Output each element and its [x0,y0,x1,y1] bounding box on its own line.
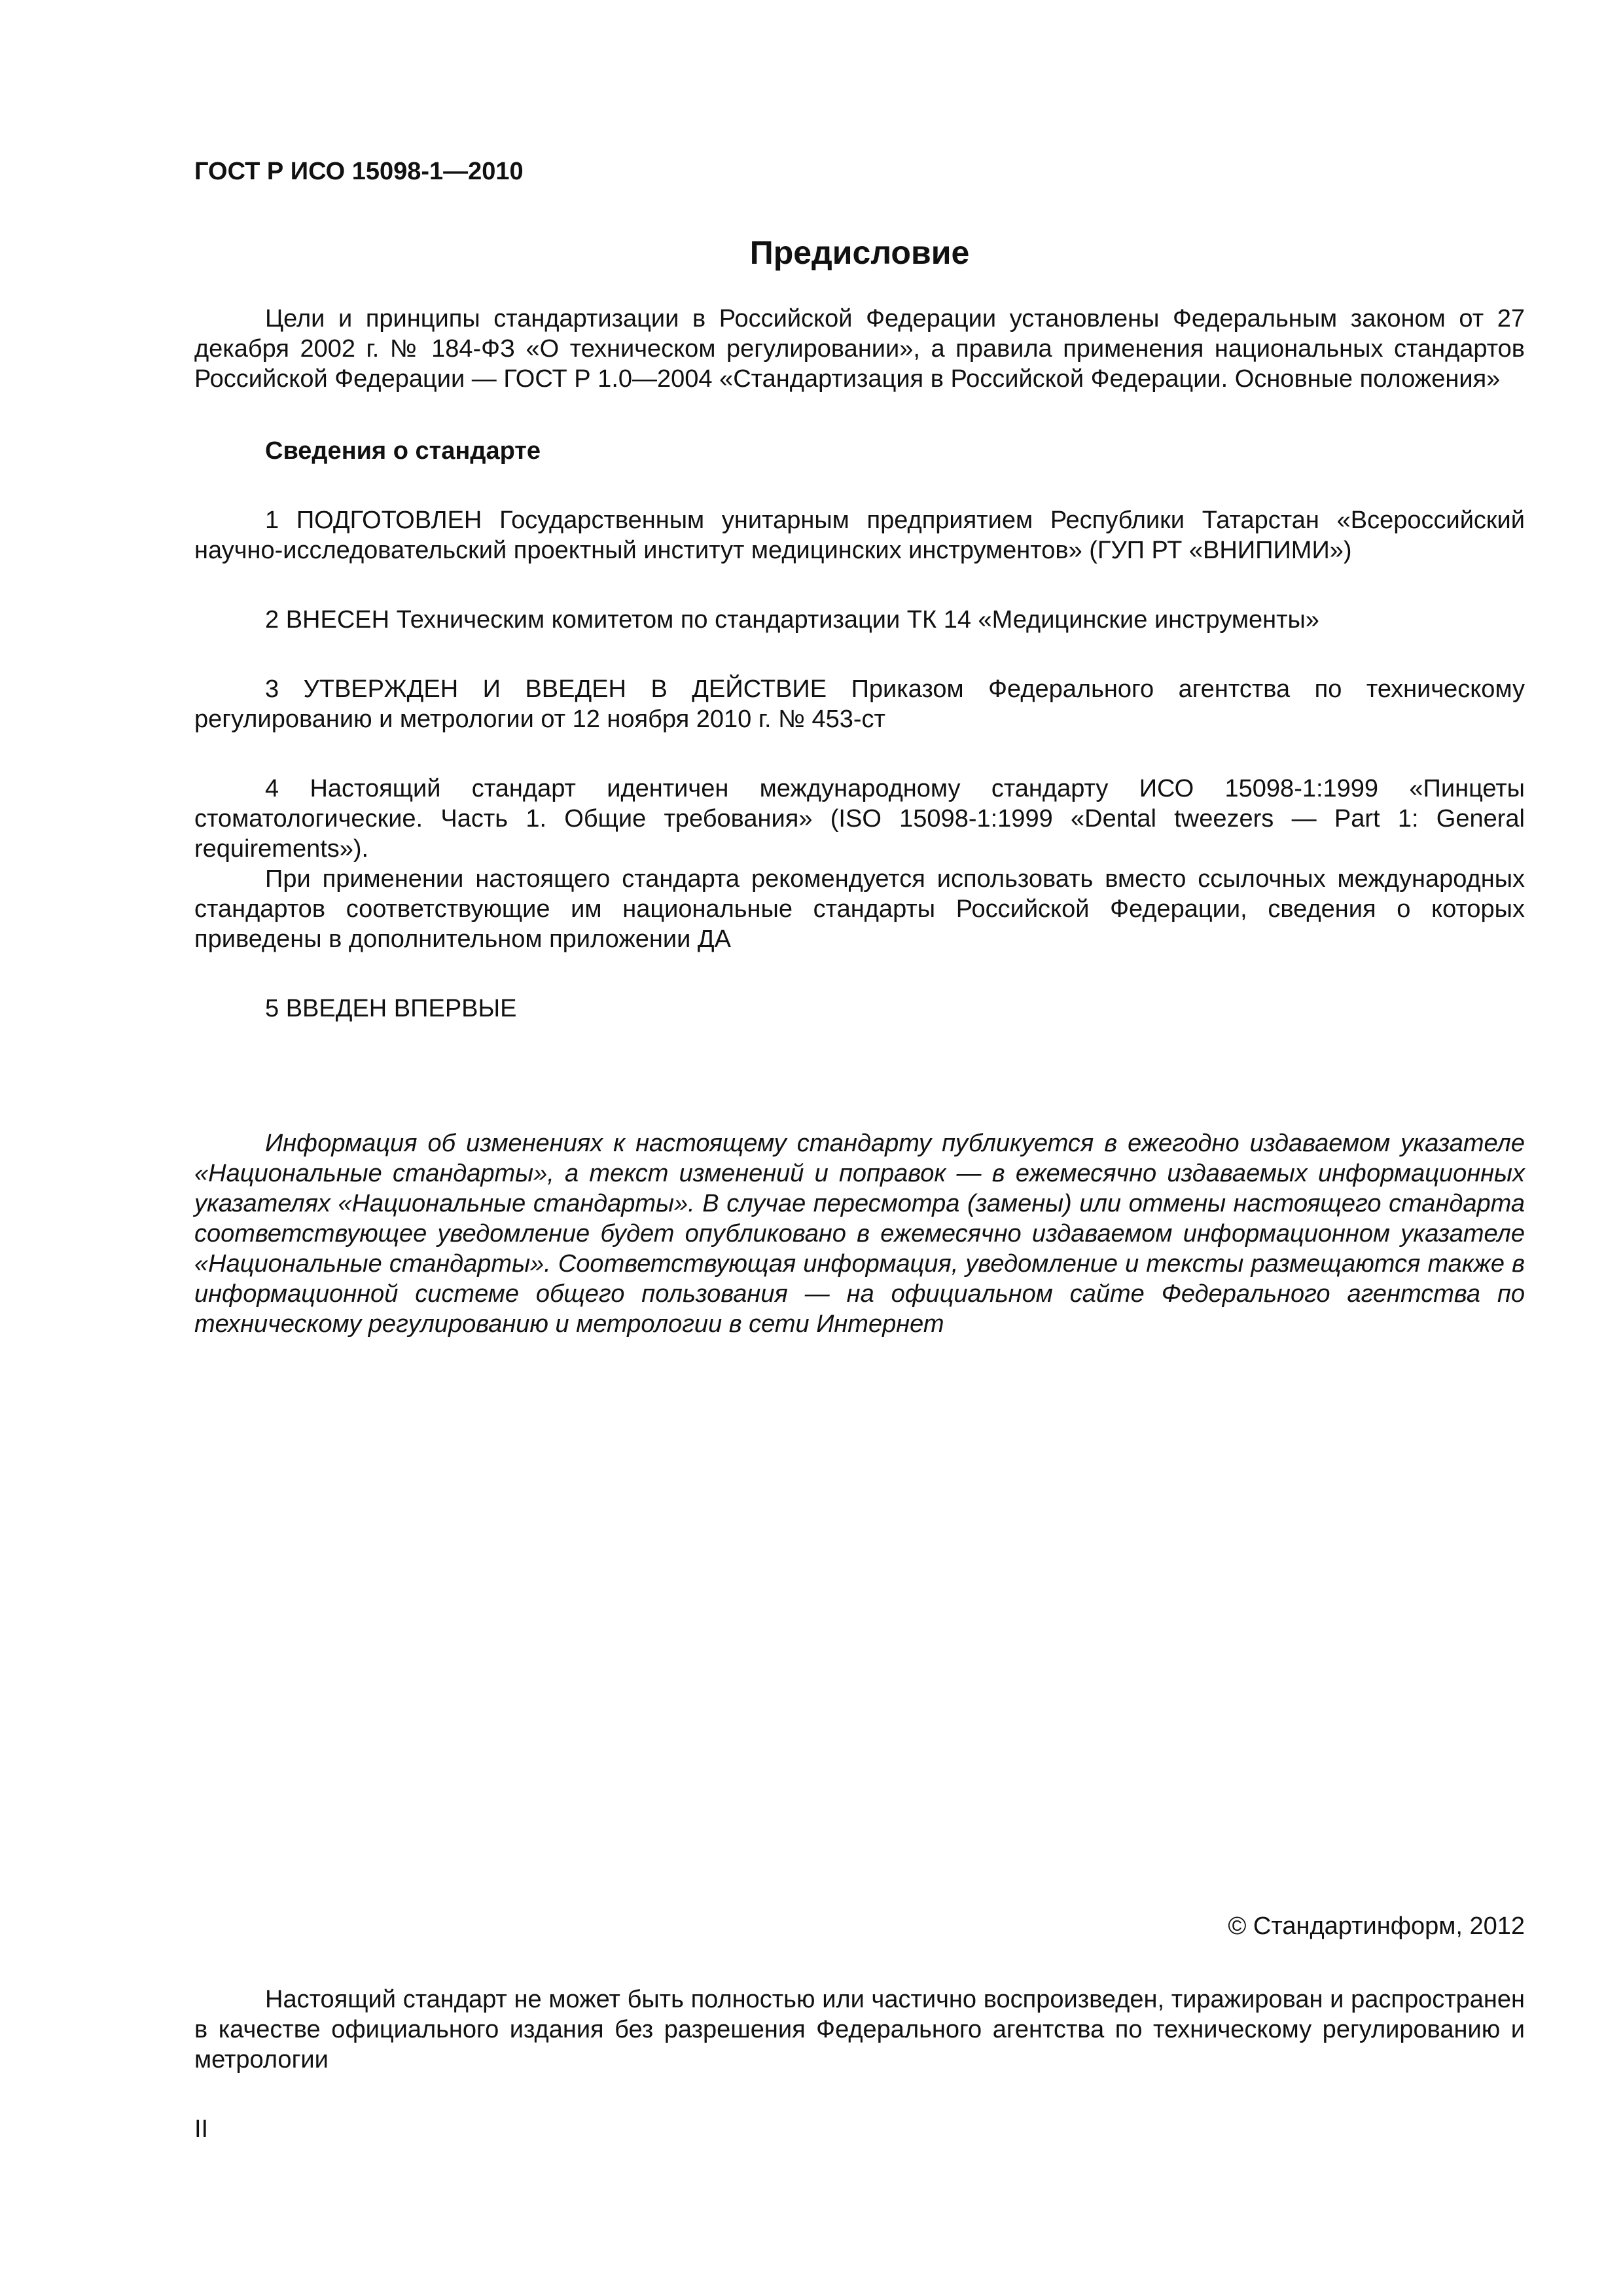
info-heading: Сведения о стандарте [265,437,541,465]
rights-notice: Настоящий стандарт не может быть полностью или частично воспроизведен, тиражирован и распространен в качестве официального издания без разрешения Федерального агентства по техническому регулированию и метрологии [194,1986,1525,2073]
page-number: II [194,2115,209,2143]
info-item-1: 1 ПОДГОТОВЛЕН Государственным унитарным предприятием Республики Татарстан «Всероссийский научно-исследовательский проектный институт медицинских инструментов» (ГУП РТ «ВНИПИМИ») [194,507,1525,564]
intro-paragraph: Цели и принципы стандартизации в Российской Федерации установлены Федеральным законом от 27 декабря 2002 г. № 184-ФЗ «О техническом регулировании», а правила применения национальных стандартов Российской Федерации — ГОСТ Р 1.0—2004 «Стандартизация в Российской Федерации. Основные положения» [194,305,1525,393]
document-code: ГОСТ Р ИСО 15098-1—2010 [194,158,524,185]
info-item-5: 5 ВВЕДЕН ВПЕРВЫЕ [265,995,517,1022]
page-title: Предисловие [749,234,970,271]
page-content [194,156,1525,1339]
amendment-notice: Информация об изменениях к настоящему стандарту публикуется в ежегодно издаваемом указателе «Национальные стандарты», а текст изменений и поправок — в ежемесячно издаваемых информационных указателях «Национальные стандарты». В случае пересмотра (замены) или отмены настоящего стандарта соответствующее уведомление будет опубликовано в ежемесячно издаваемом информационном указателе «Национальные стандарты». Соответствующая информация, уведомление и тексты размещаются также в информационной системе общего пользования — на официальном сайте Федерального агентства по техническому регулированию и метрологии в сети Интернет [194,1130,1525,1338]
info-item-3: 3 УТВЕРЖДЕН И ВВЕДЕН В ДЕЙСТВИЕ Приказом Федерального агентства по техническому регулированию и метрологии от 12 ноября 2010 г. № 453-ст [194,675,1525,733]
info-item-2: 2 ВНЕСЕН Техническим комитетом по стандартизации ТК 14 «Медицинские инструменты» [265,606,1319,634]
info-item-4-extra: При применении настоящего стандарта рекомендуется использовать вместо ссылочных международных стандартов соответствующие им национальные стандарты Российской Федерации, сведения о которых приведены в дополнительном приложении ДА [194,865,1525,953]
copyright-line: © Стандартинформ, 2012 [1228,1912,1525,1940]
info-item-4: 4 Настоящий стандарт идентичен международному стандарту ИСО 15098-1:1999 «Пинцеты стоматологические. Часть 1. Общие требования» (ISO 15098-1:1999 «Dental tweezers — Part 1: General requirements»). [194,775,1525,863]
